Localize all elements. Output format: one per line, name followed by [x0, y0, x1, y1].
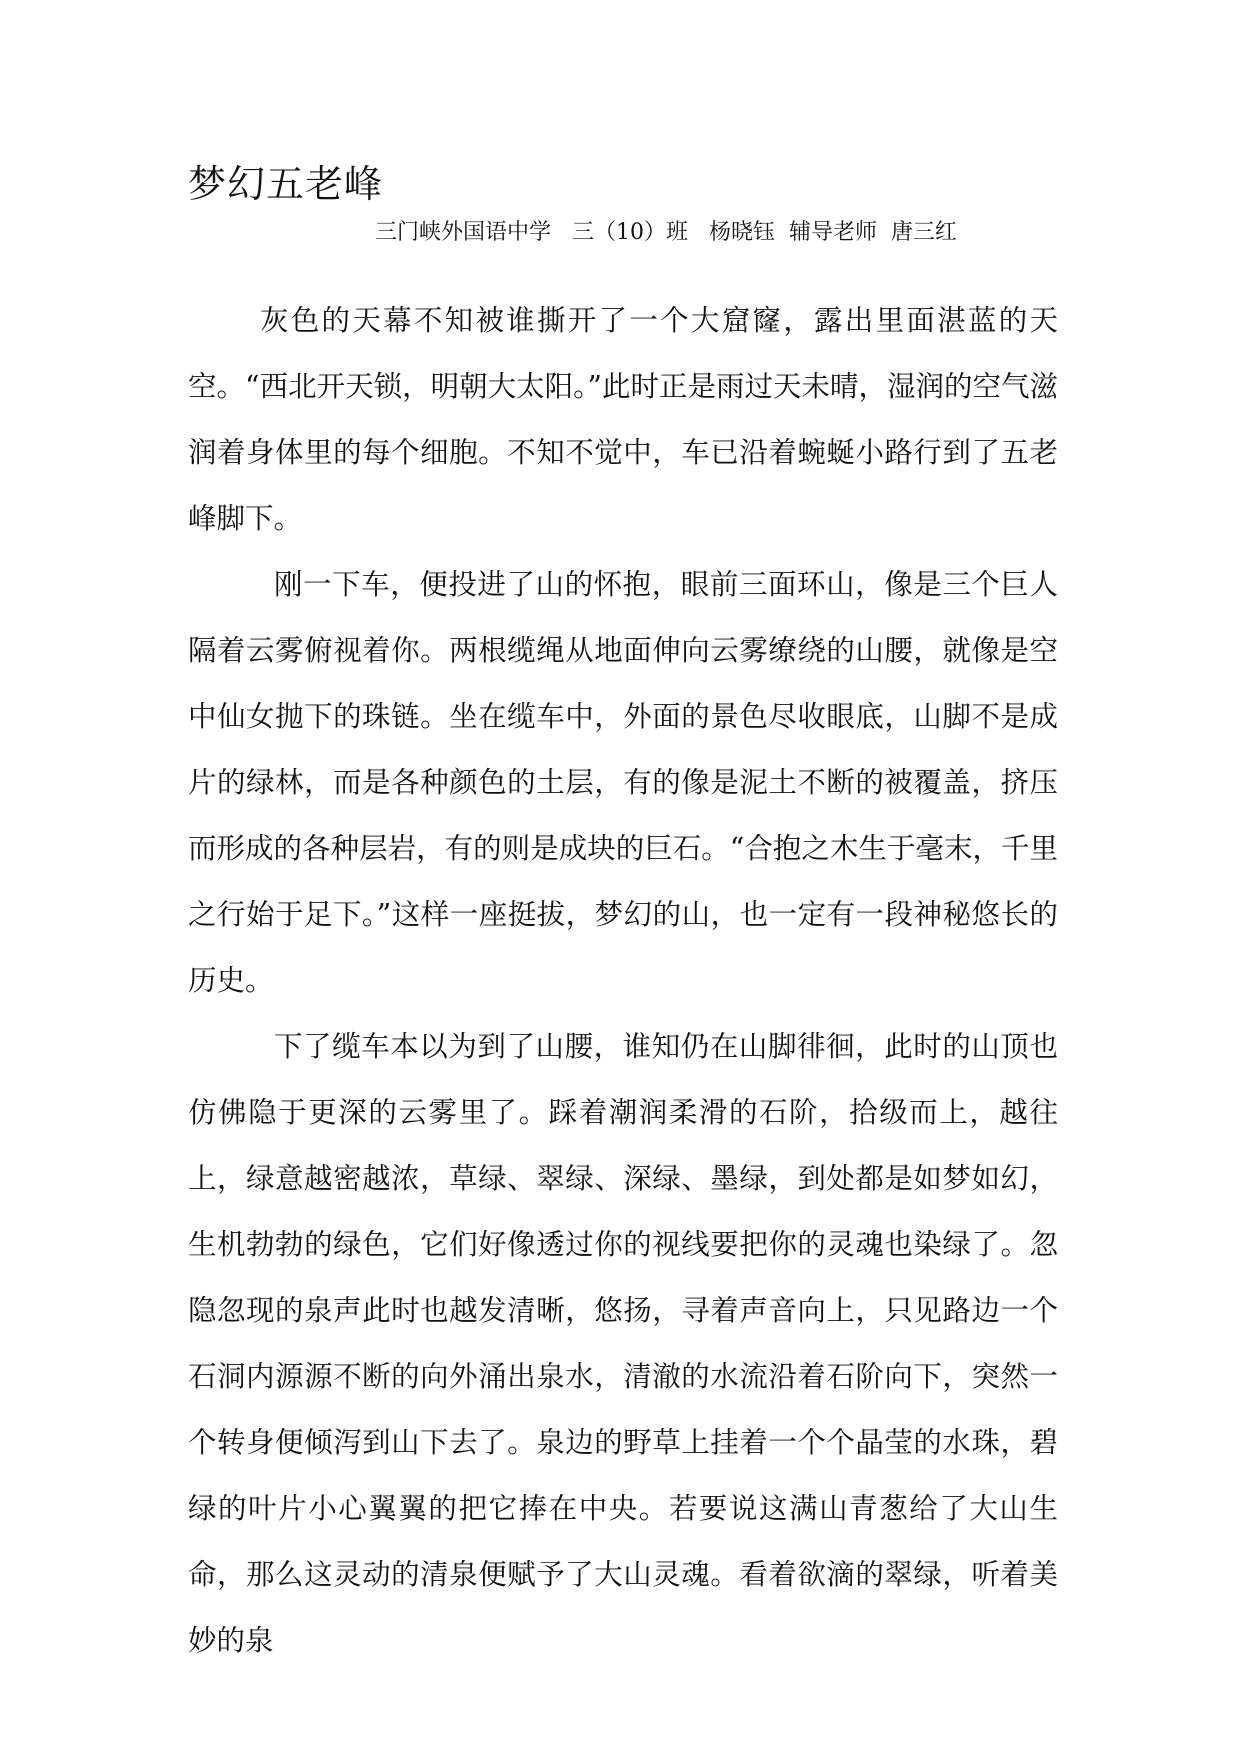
paragraph: 灰色的天幕不知被谁撕开了一个大窟窿，露出里面湛蓝的天空。“西北开天锁，明朝大太阳。”此时正是雨过天未晴，湿润的空气滋润着身体里的每个细胞。不知不觉中，车已沿着蜿蜒小路行到了五老峰脚下。 — [188, 304, 1058, 535]
paragraph: 刚一下车，便投进了山的怀抱，眼前三面环山，像是三个巨人隔着云雾俯视着你。两根缆绳从地面伸向云雾缭绕的山腰，就像是空中仙女抛下的珠链。坐在缆车中，外面的景色尽收眼底，山脚不是成片的绿林，而是各种颜色的土层，有的像是泥土不断的被覆盖，挤压而形成的各种层岩，有的则是成块的巨石。“合抱之木生于毫末，千里之行始于足下。”这样一座挺拔，梦幻的山，也一定有一段神秘悠长的历史。 — [188, 568, 1058, 997]
paragraph: 下了缆车本以为到了山腰，谁知仍在山脚徘徊，此时的山顶也仿佛隐于更深的云雾里了。踩着潮润柔滑的石阶，拾级而上，越往上，绿意越密越浓，草绿、翠绿、深绿、墨绿，到处都是如梦如幻，生机勃勃的绿色，它们好像透过你的视线要把你的灵魂也染绿了。忽隐忽现的泉声此时也越发清晰，悠扬，寻着声音向上，只见路边一个石洞内源源不断的向外涌出泉水，清澈的水流沿着石阶向下，突然一个转身便倾泻到山下去了。泉边的野草上挂着一个个晶莹的水珠，碧绿的叶片小心翼翼的把它捧在中央。若要说这满山青葱给了大山生命，那么这灵动的清泉便赋予了大山灵魂。看着欲滴的翠绿，听着美妙的泉 — [188, 1030, 1058, 1657]
author-byline: 三门峡外国语中学 三（10）班 杨晓钰 辅导老师 唐三红 — [375, 220, 957, 245]
essay-body — [188, 288, 1058, 1674]
essay-title: 梦幻五老峰 — [188, 162, 384, 206]
